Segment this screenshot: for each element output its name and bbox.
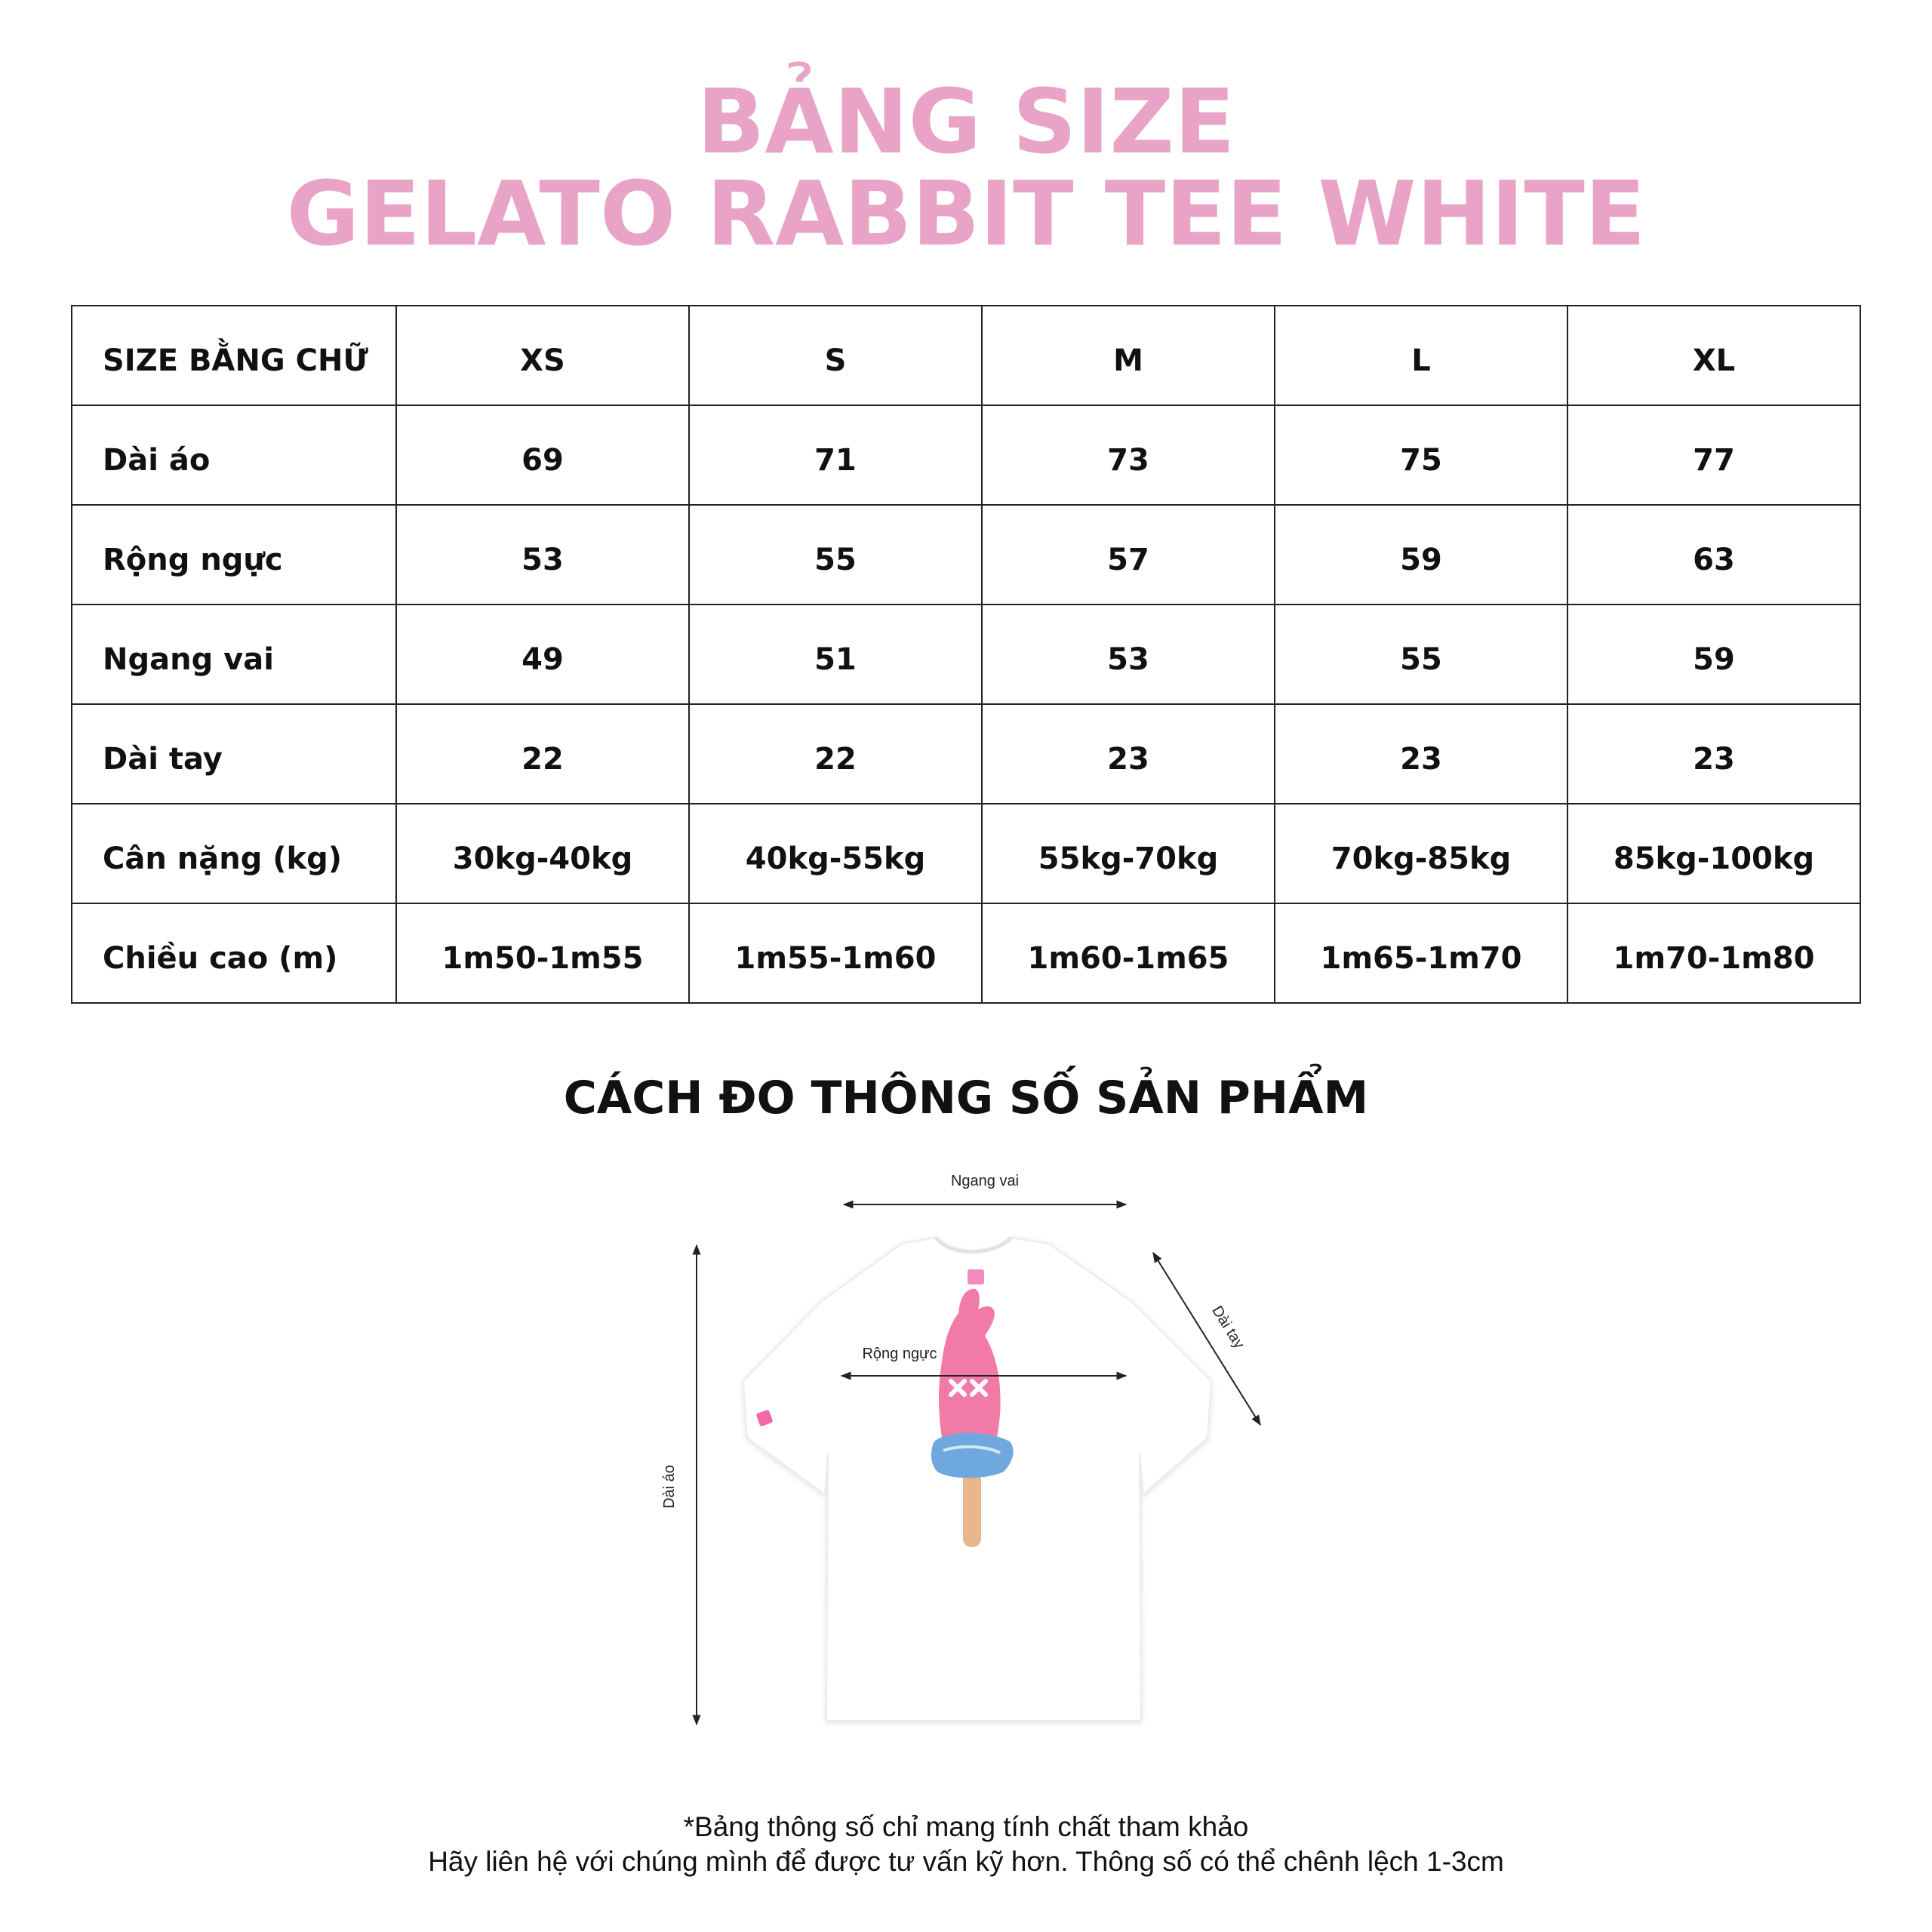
table-cell: 22 xyxy=(689,704,982,804)
note-reference: *Bảng thông số chỉ mang tính chất tham khảo xyxy=(683,1811,1249,1842)
table-cell: 22 xyxy=(396,704,689,804)
title-line-2: GELATO RABBIT TEE WHITE xyxy=(286,162,1646,266)
table-header-row xyxy=(72,306,1860,405)
table-cell: 73 xyxy=(982,405,1275,505)
table-cell: 23 xyxy=(1275,704,1567,804)
table-cell: 69 xyxy=(396,405,689,505)
row-label: Dài tay xyxy=(72,704,396,804)
table-cell: 55kg-70kg xyxy=(982,804,1275,903)
row-label: Dài áo xyxy=(72,405,396,505)
table-cell: 77 xyxy=(1567,405,1860,505)
table-cell: 1m55-1m60 xyxy=(689,903,982,1003)
note-contact: Hãy liên hệ với chúng mình để được tư vấn kỹ hơn. Thông số có thể chênh lệch 1-3cm xyxy=(428,1846,1504,1877)
table-cell: 1m60-1m65 xyxy=(982,903,1275,1003)
table-cell: 49 xyxy=(396,605,689,704)
table-cell: 85kg-100kg xyxy=(1567,804,1860,903)
table-cell: 1m65-1m70 xyxy=(1275,903,1567,1003)
row-label: Chiều cao (m) xyxy=(72,903,396,1003)
header-cell: L xyxy=(1275,306,1567,405)
header-cell: M xyxy=(982,306,1275,405)
header-cell: SIZE BẰNG CHỮ xyxy=(72,306,396,405)
title-line-1: BẢNG SIZE xyxy=(697,69,1235,174)
table-cell: 53 xyxy=(396,505,689,605)
shoulder-label: Ngang vai xyxy=(950,1173,1020,1189)
table-cell: 53 xyxy=(982,605,1275,704)
length-label: Dài áo xyxy=(661,1465,678,1509)
size-table xyxy=(71,305,1861,1004)
table-cell: 59 xyxy=(1275,505,1567,605)
table-row xyxy=(72,704,1860,804)
table-cell: 23 xyxy=(1567,704,1860,804)
table-cell: 40kg-55kg xyxy=(689,804,982,903)
table-cell: 70kg-85kg xyxy=(1275,804,1567,903)
table-cell: 55 xyxy=(1275,605,1567,704)
sleeve-label: Dài tay xyxy=(1208,1303,1247,1352)
table-cell: 23 xyxy=(982,704,1275,804)
header-cell: XS xyxy=(396,306,689,405)
table-cell: 55 xyxy=(689,505,982,605)
table-row xyxy=(72,505,1860,605)
row-label: Ngang vai xyxy=(72,605,396,704)
table-row xyxy=(72,903,1860,1003)
table-cell: 51 xyxy=(689,605,982,704)
measurement-diagram xyxy=(649,1155,1298,1743)
header-cell: XL xyxy=(1567,306,1860,405)
table-cell: 59 xyxy=(1567,605,1860,704)
header-cell: S xyxy=(689,306,982,405)
row-label: Rộng ngực xyxy=(72,505,396,605)
table-cell: 57 xyxy=(982,505,1275,605)
table-row xyxy=(72,405,1860,505)
table-row xyxy=(72,804,1860,903)
table-row xyxy=(72,605,1860,704)
table-cell: 75 xyxy=(1275,405,1567,505)
table-cell: 1m70-1m80 xyxy=(1567,903,1860,1003)
row-label: Cân nặng (kg) xyxy=(72,804,396,903)
measure-title: CÁCH ĐO THÔNG SỐ SẢN PHẨM xyxy=(563,1072,1369,1124)
chest-label: Rộng ngực xyxy=(862,1346,937,1362)
table-cell: 63 xyxy=(1567,505,1860,605)
table-cell: 1m50-1m55 xyxy=(396,903,689,1003)
neck-label-logo xyxy=(968,1269,984,1284)
table-cell: 71 xyxy=(689,405,982,505)
table-cell: 30kg-40kg xyxy=(396,804,689,903)
